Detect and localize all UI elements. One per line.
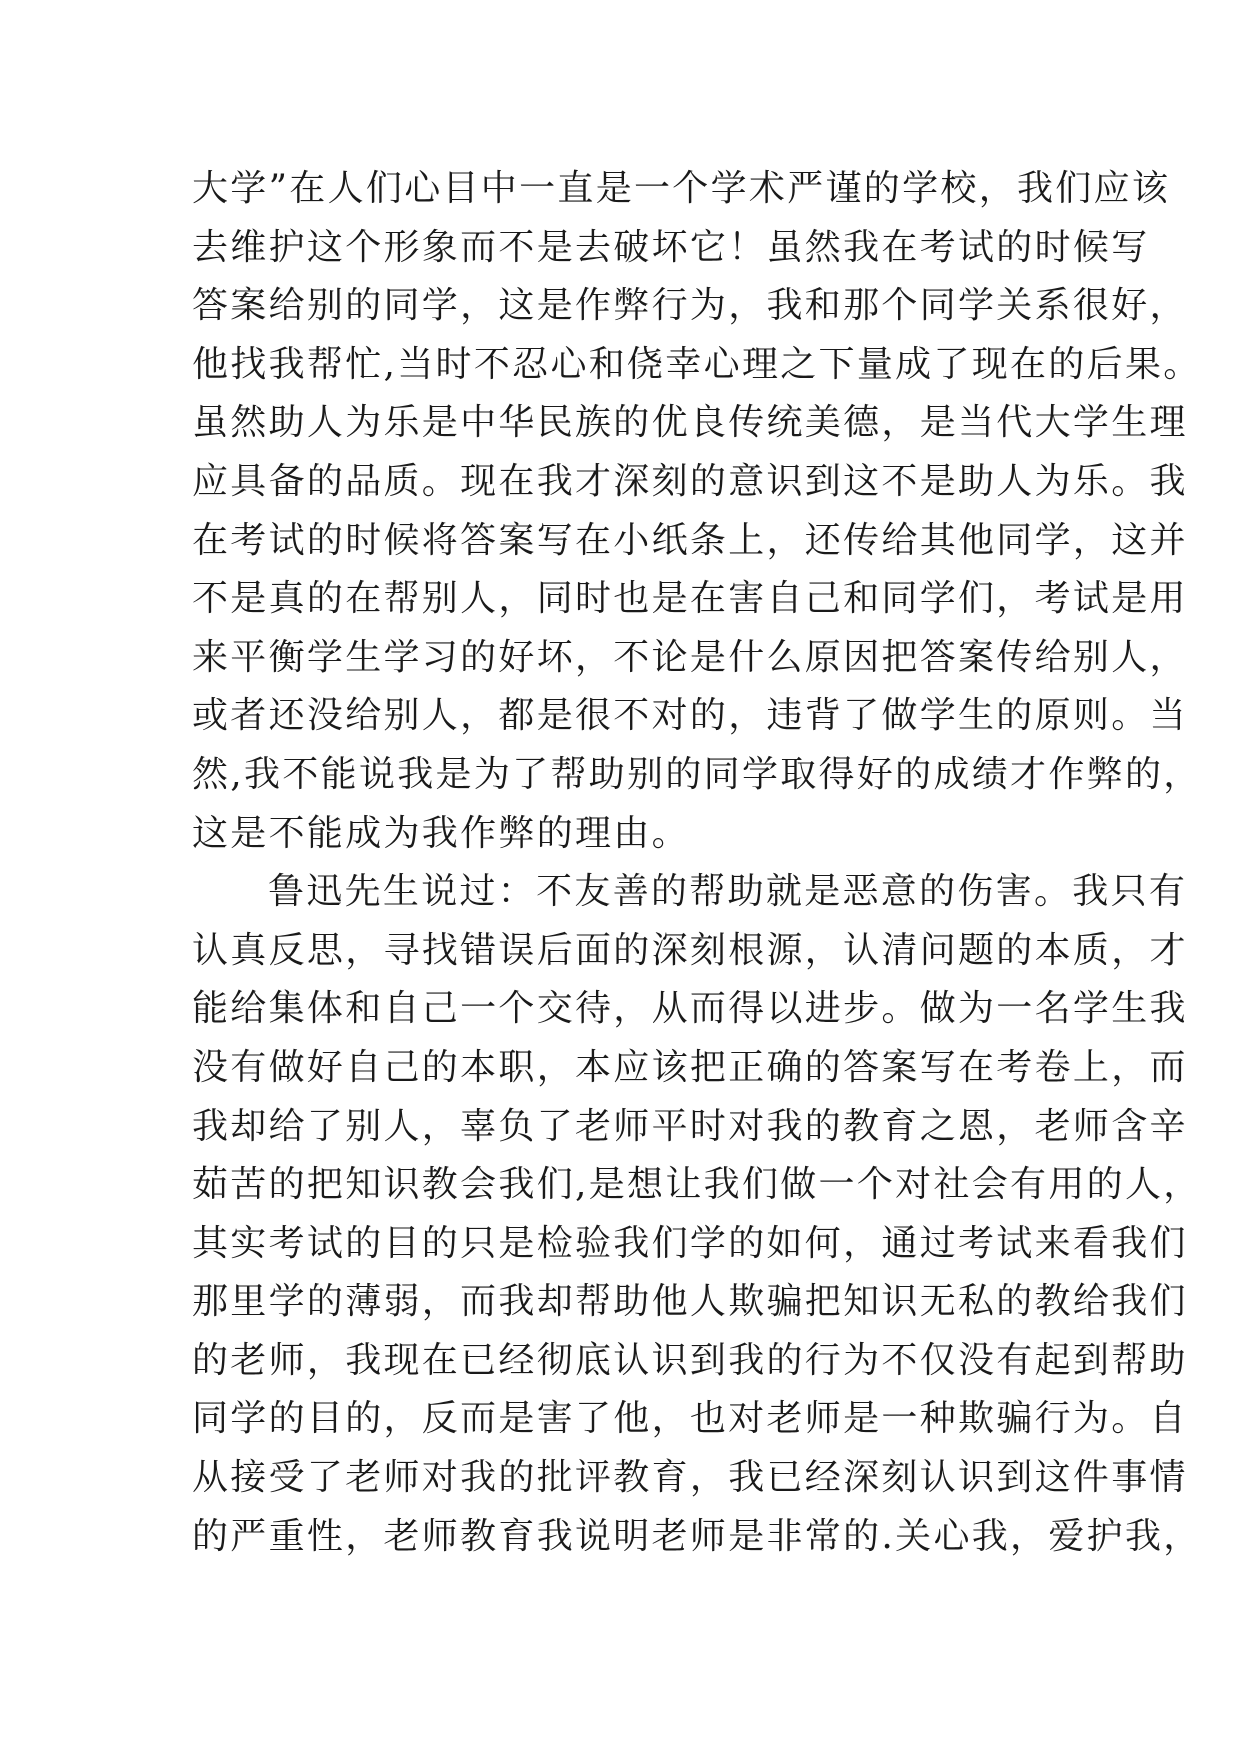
text-line: 我却给了别人，辜负了老师平时对我的教育之恩，老师含辛 — [192, 1105, 1188, 1147]
text-line: 这是不能成为我作弊的理由。 — [192, 812, 690, 854]
text-line: 那里学的薄弱，而我却帮助他人欺骗把知识无私的教给我们 — [192, 1281, 1188, 1323]
text-line: 的严重性，老师教育我说明老师是非常的.关心我，爱护我， — [192, 1515, 1202, 1557]
text-line: 茹苦的把知识教会我们,是想让我们做一个对社会有用的人， — [192, 1164, 1202, 1206]
text-line: 不是真的在帮别人，同时也是在害自己和同学们，考试是用 — [192, 578, 1188, 620]
paragraph-1 — [192, 160, 1202, 863]
text-line: 的老师，我现在已经彻底认识到我的行为不仅没有起到帮助 — [192, 1339, 1188, 1381]
text-line: 能给集体和自己一个交待，从而得以进步。做为一名学生我 — [192, 988, 1188, 1030]
text-line: 大学”在人们心目中一直是一个学术严谨的学校，我们应该 — [192, 168, 1171, 209]
text-line: 或者还没给别人，都是很不对的，违背了做学生的原则。当 — [192, 695, 1188, 737]
paragraph-2 — [192, 863, 1202, 1566]
text-line: 来平衡学生学习的好坏，不论是什么原因把答案传给别人， — [192, 636, 1188, 678]
text-line: 其实考试的目的只是检验我们学的如何，通过考试来看我们 — [192, 1222, 1188, 1264]
text-line: 然,我不能说我是为了帮助别的同学取得好的成绩才作弊的， — [192, 753, 1202, 795]
text-line: 他找我帮忙,当时不忍心和侥幸心理之下量成了现在的后果。 — [192, 343, 1202, 385]
text-line: 从接受了老师对我的批评教育，我已经深刻认识到这件事情 — [192, 1457, 1188, 1499]
text-line: 鲁迅先生说过：不友善的帮助就是恶意的伤害。我只有 — [268, 871, 1188, 913]
text-line: 虽然助人为乐是中华民族的优良传统美德，是当代大学生理 — [192, 402, 1188, 444]
text-line: 认真反思，寻找错误后面的深刻根源，认清问题的本质，才 — [192, 929, 1188, 971]
text-line: 在考试的时候将答案写在小纸条上，还传给其他同学，这并 — [192, 519, 1188, 561]
text-line: 同学的目的，反而是害了他，也对老师是一种欺骗行为。自 — [192, 1398, 1188, 1440]
text-line: 没有做好自己的本职，本应该把正确的答案写在考卷上，而 — [192, 1046, 1188, 1088]
document-body — [192, 160, 1202, 1566]
text-line: 应具备的品质。现在我才深刻的意识到这不是助人为乐。我 — [192, 460, 1188, 502]
text-line: 答案给别的同学，这是作弊行为，我和那个同学关系很好， — [192, 285, 1188, 327]
text-line: 去维护这个形象而不是去破坏它！虽然我在考试的时候写 — [192, 226, 1150, 268]
